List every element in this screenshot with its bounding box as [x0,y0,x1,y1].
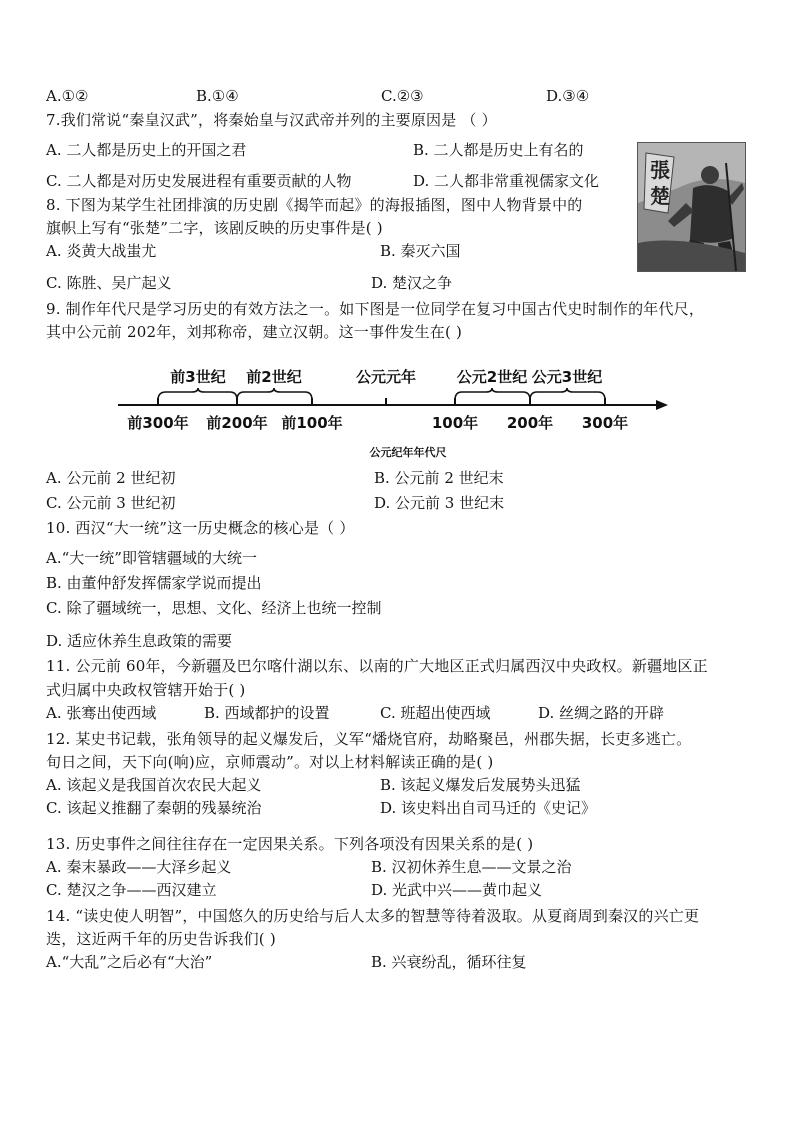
q6-option-d[interactable]: D.③④ [546,87,590,105]
q11-option-d[interactable]: D. 丝绸之路的开辟 [538,704,665,722]
q13-option-c[interactable]: C. 楚汉之争——西汉建立 [46,881,217,899]
q12-option-a[interactable]: A. 该起义是我国首次农民大起义 [46,776,262,794]
q7-option-b[interactable]: B. 二人都是历史上有名的 [413,141,584,159]
timeline-ruler [110,362,680,462]
q8-option-c[interactable]: C. 陈胜、吴广起义 [46,274,172,292]
label-bc2-century: 前2世纪 [246,368,302,386]
q7-option-d[interactable]: D. 二人都非常重视儒家文化 [413,172,600,190]
q7-option-c[interactable]: C. 二人都是对历史发展进程有重要贡献的人物 [46,172,352,190]
q10-option-c[interactable]: C. 除了疆域统一，思想、文化、经济上也统一控制 [46,599,382,617]
q9-option-d[interactable]: D. 公元前 3 世纪末 [374,494,505,512]
brace-ad3 [530,388,605,400]
label-ad2-century: 公元2世纪 [456,368,528,386]
tick-label: 100年 [431,414,479,432]
q7-option-a[interactable]: A. 二人都是历史上的开国之君 [46,141,247,159]
q8-option-d[interactable]: D. 楚汉之争 [371,274,453,292]
q10-option-a[interactable]: A.“大一统”即管辖疆域的大统一 [46,549,257,567]
q12-option-c[interactable]: C. 该起义推翻了秦朝的残暴统治 [46,799,262,817]
tick-label: 前300年 [127,414,189,432]
q11-option-c[interactable]: C. 班超出使西域 [380,704,491,722]
q8-stem-line2: 旗帜上写有“张楚”二字，该剧反映的历史事件是( ) [46,219,383,237]
q9-option-b[interactable]: B. 公元前 2 世纪末 [374,469,504,487]
tick-label: 前200年 [206,414,268,432]
brace-bc2 [237,388,312,400]
q6-option-a[interactable]: A.①② [46,87,89,105]
q12-stem-line1: 12. 某史书记载，张角领导的起义爆发后，义军“燔烧官府，劫略聚邑，州郡失据，长吏多逃亡。 [46,730,692,748]
poster-illustration [637,142,746,272]
q13-option-b[interactable]: B. 汉初休养生息——文景之治 [371,858,572,876]
q6-option-b[interactable]: B.①④ [196,87,239,105]
q12-option-b[interactable]: B. 该起义爆发后发展势头迅猛 [380,776,581,794]
q12-option-d[interactable]: D. 该史料出自司马迁的《史记》 [380,799,597,817]
banner-char-2: 楚 [650,184,670,208]
q9-stem-line1: 9. 制作年代尺是学习历史的有效方法之一。如下图是一位同学在复习中国古代史时制作的年代尺， [46,300,705,318]
q7-stem: 7.我们常说“秦皇汉武”，将秦始皇与汉武帝并列的主要原因是 （ ） [46,111,497,129]
tick-label: 300年 [581,414,629,432]
timeline-caption: 公元纪年年代尺 [369,446,447,459]
q6-option-c[interactable]: C.②③ [381,87,424,105]
q11-option-a[interactable]: A. 张骞出使西域 [46,704,157,722]
tick-label: 200年 [506,414,554,432]
q8-option-b[interactable]: B. 秦灭六国 [380,242,461,260]
q10-option-b[interactable]: B. 由董仲舒发挥儒家学说而提出 [46,574,262,592]
q9-option-a[interactable]: A. 公元前 2 世纪初 [46,469,176,487]
axis-arrow-icon [656,400,668,410]
q13-option-a[interactable]: A. 秦末暴政——大泽乡起义 [46,858,232,876]
q11-option-b[interactable]: B. 西域都护的设置 [204,704,330,722]
q14-stem-line1: 14. “读史使人明智”，中国悠久的历史给与后人太多的智慧等待着汲取。从夏商周到秦汉的兴亡更 [46,907,700,925]
q8-option-a[interactable]: A. 炎黄大战蚩尤 [46,242,157,260]
tick-label: 前100年 [281,414,343,432]
q11-stem-line1: 11. 公元前 60年，今新疆及巴尔喀什湖以东、以南的广大地区正式归属西汉中央政权。新疆地区正 [46,657,708,675]
q8-stem-line1: 8. 下图为某学生社团排演的历史剧《揭竿而起》的海报插图，图中人物背景中的 [46,196,583,214]
q11-stem-line2: 式归属中央政权管辖开始于( ) [46,681,246,699]
q13-stem: 13. 历史事件之间往往存在一定因果关系。下列各项没有因果关系的是( ) [46,835,534,853]
q14-option-a[interactable]: A.“大乱”之后必有“大治” [46,953,213,971]
brace-bc3 [158,388,237,400]
q10-stem: 10. 西汉“大一统”这一历史概念的核心是（ ） [46,519,355,537]
q9-option-c[interactable]: C. 公元前 3 世纪初 [46,494,176,512]
label-ad3-century: 公元3世纪 [531,368,603,386]
banner-char-1: 張 [650,158,670,182]
q14-option-b[interactable]: B. 兴衰纷乱，循环往复 [371,953,527,971]
q12-stem-line2: 旬日之间，天下向(响)应，京师震动”。对以上材料解读正确的是( ) [46,753,494,771]
label-year-one: 公元元年 [355,368,417,386]
q9-stem-line2: 其中公元前 202年，刘邦称帝，建立汉朝。这一事件发生在( ) [46,323,463,341]
q14-stem-line2: 迭，这近两千年的历史告诉我们( ) [46,930,276,948]
brace-ad2 [455,388,530,400]
warrior-figure-image [638,143,745,271]
label-bc3-century: 前3世纪 [170,368,226,386]
q13-option-d[interactable]: D. 光武中兴——黄巾起义 [371,881,543,899]
q10-option-d[interactable]: D. 适应休养生息政策的需要 [46,632,233,650]
